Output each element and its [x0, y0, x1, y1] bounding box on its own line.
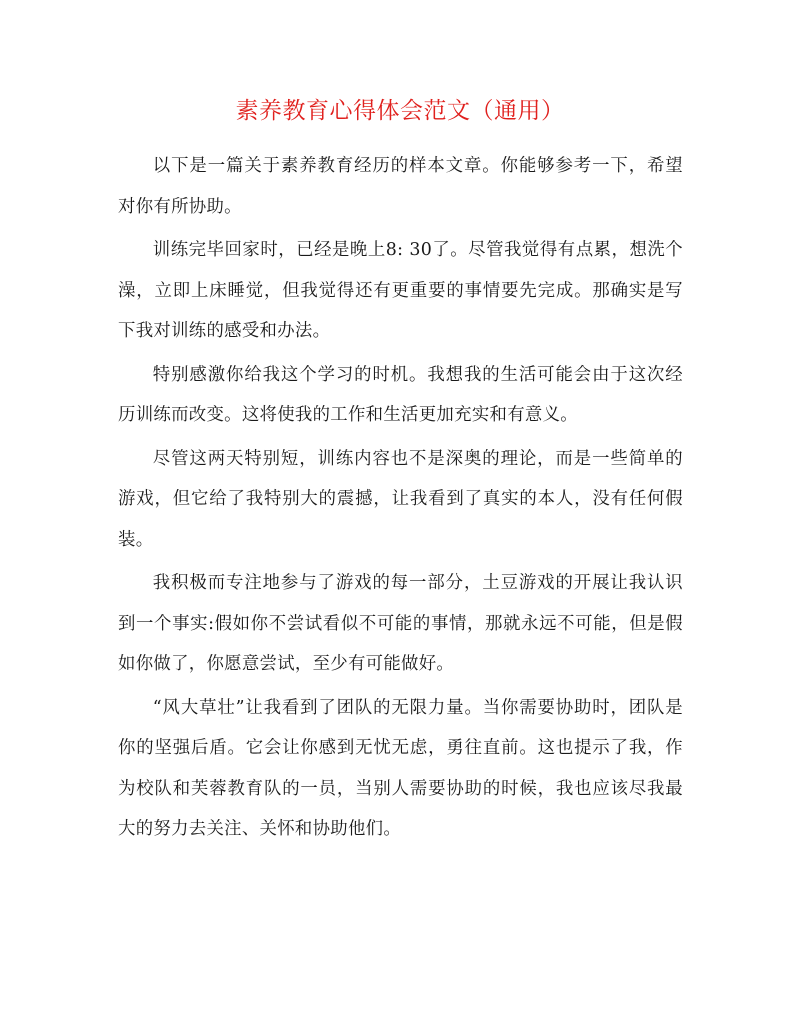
document-body [118, 146, 683, 853]
document-title: 素养教育心得体会范文（通用） [235, 98, 565, 124]
paragraph-intro: 以下是一篇关于素养教育经历的样本文章。你能够参考一下，希望对你有所协助。 [118, 156, 683, 217]
paragraph-team-power: “风大草壮”让我看到了团队的无限力量。当你需要协助时，团队是你的坚强后盾。它会让你感到无忧无虑，勇往直前。这也提示了我，作为校队和芙蓉教育队的一员，当别人需要协助的时候，我也应该尽我最大的努力去关注、关怀和协助他们。 [118, 697, 683, 839]
paragraph-impact: 尽管这两天特别短，训练内容也不是深奥的理论，而是一些简单的游戏，但它给了我特别大的震撼，让我看到了真实的本人，没有任何假装。 [118, 448, 683, 550]
paragraph-potato-game: 我积极而专注地参与了游戏的每一部分，土豆游戏的开展让我认识到一个事实:假如你不尝试看似不可能的事情，那就永远不可能，但是假如你做了，你愿意尝试，至少有可能做好。 [118, 573, 683, 674]
paragraph-training-end: 训练完毕回家时，已经是晚上8: 30了。尽管我觉得有点累，想洗个澡，立即上床睡觉，但我觉得还有更重要的事情要先完成。那确实是写下我对训练的感受和办法。 [118, 240, 683, 341]
paragraph-gratitude: 特别感激你给我这个学习的时机。我想我的生活可能会由于这次经历训练而改变。这将使我的工作和生活更加充实和有意义。 [118, 364, 683, 425]
